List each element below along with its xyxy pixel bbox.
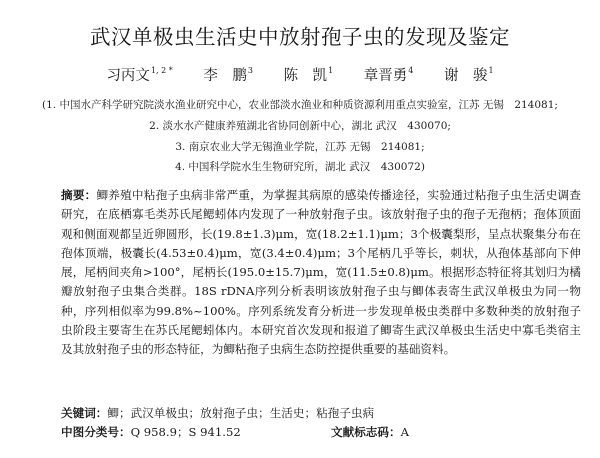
author-name: 章晋勇 xyxy=(363,68,408,84)
author xyxy=(444,68,494,84)
abstract xyxy=(61,186,581,360)
author xyxy=(284,68,334,84)
author-name: 习丙文 xyxy=(106,68,150,84)
abstract-text: 鲫养殖中粘孢子虫病非常严重，为掌握其病原的感染传播途径，实验通过粘孢子虫生活史调查研究，在底栖寡毛类苏氏尾鳃蚓体内发现了一种放射孢子虫。该放射孢子虫的孢子无孢柄；孢体顶面观和侧面观都呈近卵圆形，长(19.8±1.3)μm，宽(18.2±1.1)μm；3个极囊梨形，呈点状聚集分布在孢体顶端，极囊长(4.53±0.4)μm，宽(3.4±0.4)μm；3个尾柄几乎等长，刺状，从孢体基部向下伸展，尾柄间夹角>100°，尾柄长(195.0±15.7)μm，宽(11.5±0.8)μm。根据形态特征将其划归为橘瓣放射孢子虫集合类群。18S rDNA序列分析表明该放射孢子虫与鲫体表寄生武汉单极虫为同一物种，序列相似率为99.8%~100%。序列系统发育分析进一步发现单极虫类群中多数种类的放射孢子虫阶段主要寄生在苏氏尾鳃蚓体内。本研究首次发现和报道了鲫寄生武汉单极虫生活史中寡毛类宿主及其放射孢子虫的形态特征，为鲫粘孢子虫病生态防控提供重要的基础资料。 xyxy=(61,188,581,357)
abstract-label: 摘要： xyxy=(61,188,97,202)
keywords xyxy=(61,405,581,421)
author-affiliation-mark: 1, 2 * xyxy=(150,66,173,75)
document-code-value: A xyxy=(400,425,409,439)
author xyxy=(203,68,253,84)
keywords-label: 关键词： xyxy=(61,406,108,420)
keywords-text: 鲫；武汉单极虫；放射孢子虫；生活史；粘孢子虫病 xyxy=(107,406,375,420)
affiliation-line: 2. 淡水水产健康养殖湖北省协同创新中心，湖北 武汉 430070; xyxy=(149,120,451,132)
classification-label: 中图分类号： xyxy=(61,425,131,439)
author-affiliation-mark: 1 xyxy=(328,66,334,75)
author xyxy=(364,68,414,84)
author xyxy=(106,68,172,84)
affiliation-line: 4. 中国科学院水生生物研究所，湖北 武汉 430072) xyxy=(175,161,425,173)
classification-number xyxy=(61,424,241,440)
author-name: 李 鹏 xyxy=(203,68,247,84)
author-affiliation-mark: 1 xyxy=(488,66,494,75)
affiliation-line: 3. 南京农业大学无锡渔业学院，江苏 无锡 214081; xyxy=(175,141,425,153)
classification-value: Q 958.9；S 941.52 xyxy=(130,425,241,439)
author-name: 谢 骏 xyxy=(443,68,488,84)
document-code xyxy=(331,424,409,440)
author-name: 陈 凯 xyxy=(283,68,328,84)
paper-title: 武汉单极虫生活史中放射孢子虫的发现及鉴定 xyxy=(90,25,510,49)
author-affiliation-mark: 3 xyxy=(247,66,253,75)
author-affiliation-mark: 4 xyxy=(408,66,414,75)
affiliation-line: (1. 中国水产科学研究院淡水渔业研究中心，农业部淡水渔业和种质资源利用重点实验室，江苏 无锡 214081; xyxy=(42,99,558,111)
document-code-label: 文献标志码： xyxy=(331,425,401,439)
author-list xyxy=(0,64,600,85)
